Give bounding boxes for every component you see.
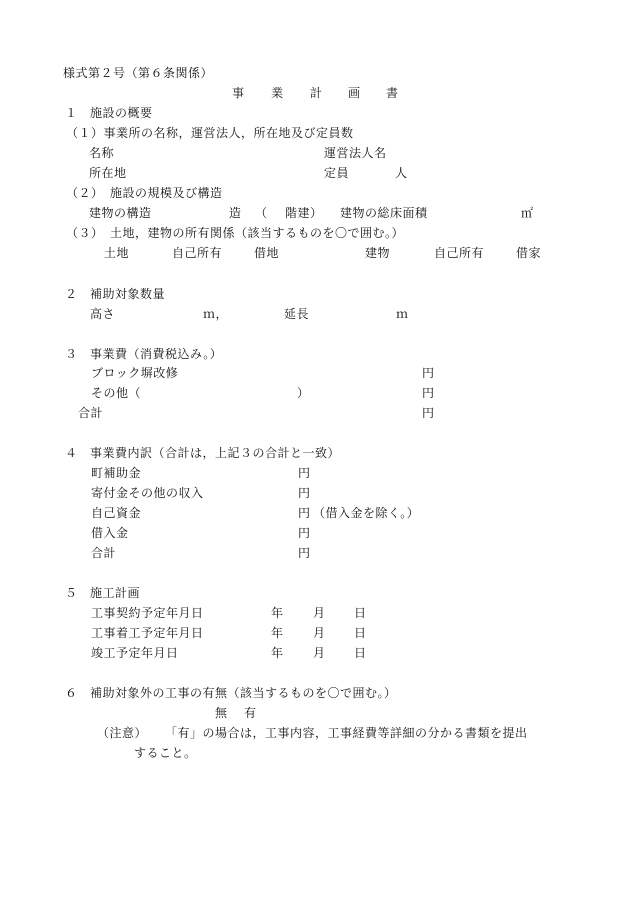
section1-sub2-heading: （２） 施設の規模及び構造	[66, 186, 223, 200]
schedule-year: 年	[271, 646, 284, 660]
section1-sub1-heading: （１）事業所の名称，運営法人，所在地及び定員数	[66, 126, 354, 140]
section3-heading: ３ 事業費（消費税込み。）	[65, 347, 223, 361]
note-line-2: すること。	[134, 746, 197, 760]
breakdown-row-unit: 円	[298, 546, 311, 560]
name-label: 名称	[89, 146, 115, 160]
title-char-5: 書	[386, 86, 399, 100]
note-line-1: 「有」の場合は，工事内容，工事経費等詳細の分かる書類を提出	[165, 726, 528, 740]
length-unit: ｍ	[396, 307, 409, 321]
floor-area-label: 建物の総床面積	[340, 206, 428, 220]
building-option-own: 自己所有	[434, 246, 485, 260]
address-label: 所在地	[89, 166, 127, 180]
schedule-month: 月	[313, 606, 326, 620]
title-char-1: 事	[232, 86, 245, 100]
cost-total-label: 合計	[78, 406, 104, 420]
schedule-month: 月	[313, 646, 326, 660]
section4-heading: ４ 事業費内訳（合計は，上記３の合計と一致）	[65, 446, 341, 460]
section6-heading: ６ 補助対象外の工事の有無（該当するものを〇で囲む。）	[65, 686, 397, 700]
height-label: 高さ	[90, 307, 116, 321]
form-label: 様式第２号（第６条関係）	[63, 66, 214, 80]
section1-heading: １ 施設の概要	[65, 106, 153, 120]
schedule-day: 日	[354, 626, 367, 640]
breakdown-row-label: 町補助金	[91, 466, 142, 480]
land-option-own: 自己所有	[172, 246, 223, 260]
building-label: 建物	[365, 246, 391, 260]
breakdown-row-unit: 円	[298, 486, 311, 500]
schedule-year: 年	[271, 626, 284, 640]
cost-total-yen: 円	[422, 406, 435, 420]
floors-label: 階建）	[285, 206, 323, 220]
schedule-month: 月	[313, 626, 326, 640]
breakdown-row-label: 寄付金その他の収入	[91, 486, 204, 500]
note-label: （注意）	[97, 726, 148, 740]
option-none: 無	[215, 706, 228, 720]
title-char-3: 計	[310, 86, 323, 100]
height-unit: ｍ，	[203, 307, 229, 321]
land-label: 土地	[104, 246, 130, 260]
breakdown-row-unit: 円	[298, 526, 311, 540]
breakdown-row-label: 合計	[91, 546, 117, 560]
option-yes: 有	[244, 706, 257, 720]
capacity-unit: 人	[395, 166, 408, 180]
schedule-year: 年	[271, 606, 284, 620]
cost-item-block-wall: ブロック塀改修	[91, 366, 179, 380]
section2-heading: ２ 補助対象数量	[65, 287, 166, 301]
breakdown-row-unit: 円	[298, 466, 311, 480]
breakdown-row-note: （借入金を除く。）	[313, 506, 420, 520]
breakdown-row-label: 自己資金	[91, 506, 142, 520]
land-option-lease: 借地	[254, 246, 280, 260]
structure-label: 建物の構造	[89, 206, 152, 220]
breakdown-row-unit: 円	[298, 506, 311, 520]
schedule-day: 日	[354, 606, 367, 620]
capacity-label: 定員	[324, 166, 350, 180]
structure-suffix: 造	[229, 206, 242, 220]
title-char-4: 画	[348, 86, 361, 100]
schedule-row-label: 工事契約予定年月日	[91, 606, 204, 620]
building-option-lease: 借家	[516, 246, 542, 260]
cost-item-block-wall-yen: 円	[422, 366, 435, 380]
schedule-row-label: 竣工予定年月日	[91, 646, 179, 660]
schedule-day: 日	[354, 646, 367, 660]
section5-heading: ５ 施工計画	[65, 586, 141, 600]
floor-area-unit: ㎡	[521, 206, 534, 220]
cost-item-other-close: ）	[297, 386, 310, 400]
section1-sub3-heading: （３） 土地，建物の所有関係（該当するものを〇で囲む。）	[66, 226, 405, 240]
operator-label: 運営法人名	[324, 146, 387, 160]
cost-item-other-yen: 円	[422, 386, 435, 400]
title-char-2: 業	[271, 86, 284, 100]
cost-item-other: その他（	[91, 386, 142, 400]
schedule-row-label: 工事着工予定年月日	[91, 626, 204, 640]
floors-open-paren: （	[255, 206, 268, 220]
length-label: 延長	[284, 307, 310, 321]
breakdown-row-label: 借入金	[91, 526, 129, 540]
